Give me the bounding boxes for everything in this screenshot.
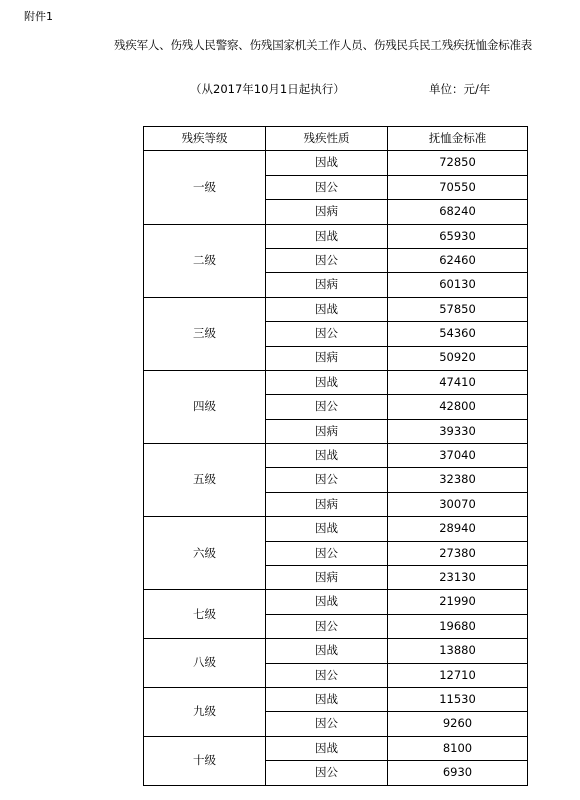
disability-nature-cell: 因公 [266, 175, 388, 199]
disability-nature-cell: 因战 [266, 370, 388, 394]
pension-standard-table [143, 126, 528, 786]
disability-nature-cell: 因战 [266, 517, 388, 541]
column-header-amount: 抚恤金标准 [388, 127, 528, 151]
unit-note: 单位：元/年 [429, 82, 491, 96]
disability-level-cell: 七级 [144, 590, 266, 639]
disability-nature-cell: 因公 [266, 322, 388, 346]
disability-nature-cell: 因战 [266, 444, 388, 468]
table-body [144, 127, 528, 786]
disability-nature-cell: 因病 [266, 346, 388, 370]
disability-nature-cell: 因公 [266, 614, 388, 638]
pension-amount-cell: 28940 [388, 517, 528, 541]
pension-amount-cell: 12710 [388, 663, 528, 687]
disability-nature-cell: 因病 [266, 200, 388, 224]
disability-level-cell: 五级 [144, 444, 266, 517]
disability-level-cell: 八级 [144, 639, 266, 688]
pension-amount-cell: 37040 [388, 444, 528, 468]
pension-amount-cell: 57850 [388, 297, 528, 321]
pension-amount-cell: 68240 [388, 200, 528, 224]
pension-amount-cell: 13880 [388, 639, 528, 663]
table-row [144, 639, 528, 663]
table-row [144, 517, 528, 541]
pension-amount-cell: 47410 [388, 370, 528, 394]
disability-nature-cell: 因公 [266, 712, 388, 736]
document-title: 残疾军人、伤残人民警察、伤残国家机关工作人员、伤残民兵民工残疾抚恤金标准表 [114, 38, 533, 52]
disability-nature-cell: 因公 [266, 468, 388, 492]
pension-amount-cell: 65930 [388, 224, 528, 248]
disability-nature-cell: 因战 [266, 736, 388, 760]
disability-level-cell: 六级 [144, 517, 266, 590]
table-row [144, 297, 528, 321]
pension-amount-cell: 54360 [388, 322, 528, 346]
disability-nature-cell: 因战 [266, 151, 388, 175]
table-row [144, 687, 528, 711]
disability-nature-cell: 因战 [266, 224, 388, 248]
table-row [144, 590, 528, 614]
pension-amount-cell: 42800 [388, 395, 528, 419]
pension-amount-cell: 39330 [388, 419, 528, 443]
table-row [144, 370, 528, 394]
attachment-label: 附件1 [24, 10, 53, 23]
pension-amount-cell: 11530 [388, 687, 528, 711]
pension-amount-cell: 50920 [388, 346, 528, 370]
pension-amount-cell: 60130 [388, 273, 528, 297]
disability-nature-cell: 因战 [266, 687, 388, 711]
table-row [144, 736, 528, 760]
pension-amount-cell: 27380 [388, 541, 528, 565]
disability-level-cell: 十级 [144, 736, 266, 785]
table-row [144, 151, 528, 175]
disability-nature-cell: 因公 [266, 395, 388, 419]
pension-amount-cell: 30070 [388, 492, 528, 516]
table-row [144, 444, 528, 468]
disability-nature-cell: 因病 [266, 566, 388, 590]
pension-amount-cell: 70550 [388, 175, 528, 199]
disability-nature-cell: 因病 [266, 419, 388, 443]
disability-nature-cell: 因战 [266, 639, 388, 663]
disability-level-cell: 四级 [144, 370, 266, 443]
disability-nature-cell: 因病 [266, 492, 388, 516]
pension-amount-cell: 9260 [388, 712, 528, 736]
pension-amount-cell: 19680 [388, 614, 528, 638]
column-header-nature: 残疾性质 [266, 127, 388, 151]
table-row [144, 224, 528, 248]
pension-amount-cell: 72850 [388, 151, 528, 175]
pension-amount-cell: 6930 [388, 761, 528, 785]
pension-amount-cell: 32380 [388, 468, 528, 492]
pension-amount-cell: 62460 [388, 248, 528, 272]
disability-nature-cell: 因战 [266, 297, 388, 321]
pension-amount-cell: 23130 [388, 566, 528, 590]
disability-level-cell: 三级 [144, 297, 266, 370]
disability-nature-cell: 因公 [266, 663, 388, 687]
table-header-row [144, 127, 528, 151]
pension-amount-cell: 21990 [388, 590, 528, 614]
disability-level-cell: 二级 [144, 224, 266, 297]
effective-date-note: （从2017年10月1日起执行） [190, 82, 345, 96]
column-header-level: 残疾等级 [144, 127, 266, 151]
disability-level-cell: 九级 [144, 687, 266, 736]
disability-nature-cell: 因公 [266, 761, 388, 785]
disability-level-cell: 一级 [144, 151, 266, 224]
disability-nature-cell: 因战 [266, 590, 388, 614]
disability-nature-cell: 因病 [266, 273, 388, 297]
disability-nature-cell: 因公 [266, 248, 388, 272]
pension-amount-cell: 8100 [388, 736, 528, 760]
disability-nature-cell: 因公 [266, 541, 388, 565]
